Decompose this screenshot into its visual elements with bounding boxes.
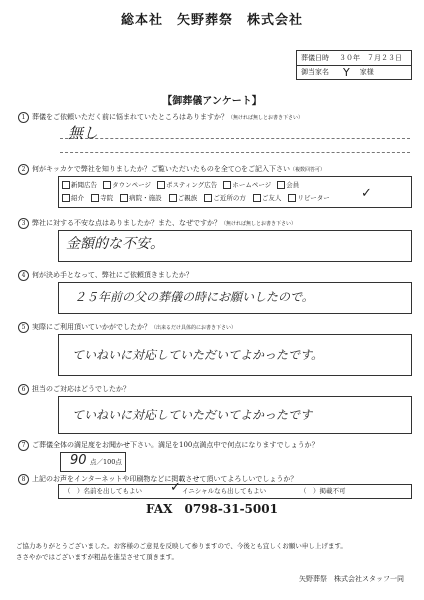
company-name: 総本社 矢野葬祭 株式会社 bbox=[120, 13, 303, 28]
option-newspaper[interactable]: 新聞広告 bbox=[62, 181, 97, 189]
checkbox-icon bbox=[253, 194, 261, 202]
question-number: 5 bbox=[18, 322, 29, 333]
question-3 bbox=[18, 218, 296, 229]
question-6 bbox=[18, 384, 130, 395]
funeral-date-label: 葬儀日時 bbox=[301, 53, 329, 62]
option-relatives[interactable]: ご親族 bbox=[169, 194, 198, 202]
checkbox-icon bbox=[157, 181, 165, 189]
option-posting[interactable]: ポスティング広告 bbox=[157, 181, 217, 189]
answer-4[interactable]: ２５年前の父の葬儀の時にお願いしたので。 bbox=[74, 290, 314, 304]
publish-option-initials[interactable]: イニシャルなら出してもよい bbox=[182, 487, 267, 495]
question-note: （無ければ無しとお書き下さい） bbox=[228, 115, 304, 121]
question-text: 葬儀をご依頼いただく前に悩まれていたところはありますか？ bbox=[32, 113, 228, 121]
question-text: 弊社に対する不安な点はありましたか？また、なぜですか？ bbox=[32, 219, 221, 227]
option-friends[interactable]: ご友人 bbox=[253, 194, 282, 202]
answer-1[interactable]: 無し bbox=[68, 124, 99, 142]
funeral-info-box bbox=[296, 50, 412, 80]
answer-3[interactable]: 金額的な不安。 bbox=[66, 236, 164, 252]
checkbox-icon bbox=[62, 194, 70, 202]
checkbox-icon bbox=[277, 181, 285, 189]
funeral-date-row bbox=[297, 51, 411, 65]
funeral-date-value: ３０年 ７月２３日 bbox=[339, 53, 402, 62]
answer-line bbox=[60, 152, 410, 153]
question-5 bbox=[18, 322, 236, 333]
option-homepage[interactable]: ホームページ bbox=[223, 181, 271, 189]
checkbox-icon bbox=[103, 181, 111, 189]
question-text: 何が決め手となって、弊社にご依頼頂きましたか？ bbox=[32, 271, 193, 279]
question-number: 1 bbox=[18, 112, 29, 123]
fax-number: FAX 0798-31-5001 bbox=[146, 502, 278, 516]
question-text: 何がキッカケで弊社を知りましたか？ご覧いただいたものを全て○をご記入下さい bbox=[32, 165, 290, 173]
question-number: 8 bbox=[18, 474, 29, 485]
score-value[interactable]: 90 bbox=[70, 453, 87, 468]
question-text: ご葬儀全体の満足度をお聞かせ下さい。満足を100点満点中で何点になりますでしょうか？ bbox=[32, 441, 319, 449]
question-number: 2 bbox=[18, 164, 29, 175]
score-unit: 点／100点 bbox=[90, 458, 122, 466]
checkbox-icon bbox=[62, 181, 70, 189]
thanks-line-2: ささやかではございますが粗品を進呈させて頂きます。 bbox=[16, 553, 178, 561]
question-text: 上記のお声をインターネットや印刷物などに掲載させて頂いてよろしいでしょうか？ bbox=[32, 475, 298, 483]
question-2 bbox=[18, 164, 325, 175]
family-suffix: 家様 bbox=[359, 68, 374, 77]
option-repeater[interactable]: リピーター bbox=[288, 194, 329, 202]
checkbox-icon bbox=[288, 194, 296, 202]
repeater-check-mark: ✓ bbox=[361, 186, 372, 201]
option-hospital[interactable]: 病院・施設 bbox=[120, 194, 162, 202]
publish-option-none[interactable]: （ ）掲載不可 bbox=[300, 487, 346, 495]
option-neighbors[interactable]: ご近所の方 bbox=[204, 194, 246, 202]
answer-5[interactable]: ていねいに対応していただいてよかったです。 bbox=[72, 348, 324, 362]
question-text: 担当のご対応はどうでしたか？ bbox=[32, 385, 130, 393]
option-townpage[interactable]: タウンページ bbox=[103, 181, 151, 189]
staff-signature: 矢野葬祭 株式会社スタッフ一同 bbox=[299, 575, 404, 583]
option-member[interactable]: 会員 bbox=[277, 181, 299, 189]
checkbox-icon bbox=[120, 194, 128, 202]
answer-6[interactable]: ていねいに対応していただいてよかったです bbox=[72, 408, 313, 422]
question-number: 7 bbox=[18, 440, 29, 451]
question-note: （無ければ無しとお書き下さい） bbox=[221, 221, 297, 227]
option-row-2 bbox=[62, 193, 330, 202]
option-temple[interactable]: 寺院 bbox=[91, 194, 113, 202]
initials-check-mark: ✓ bbox=[170, 480, 181, 495]
checkbox-icon bbox=[169, 194, 177, 202]
question-number: 3 bbox=[18, 218, 29, 229]
family-initial: Y bbox=[343, 65, 350, 79]
survey-title: 【御葬儀アンケート】 bbox=[162, 96, 262, 107]
question-note: （出来るだけ具体的にお書き下さい） bbox=[151, 325, 237, 331]
question-note: （複数回答可） bbox=[289, 167, 325, 173]
publish-option-name[interactable]: （ ）名前を出してもよい bbox=[64, 487, 142, 495]
checkbox-icon bbox=[204, 194, 212, 202]
answer-line bbox=[60, 138, 410, 139]
option-row-1 bbox=[62, 180, 299, 189]
question-7 bbox=[18, 440, 319, 451]
family-name-row bbox=[297, 65, 411, 80]
question-number: 4 bbox=[18, 270, 29, 281]
checkbox-icon bbox=[91, 194, 99, 202]
question-4 bbox=[18, 270, 193, 281]
option-referral[interactable]: 紹介 bbox=[62, 194, 84, 202]
question-text: 実際にご利用頂いていかがでしたか？ bbox=[32, 323, 151, 331]
checkbox-icon bbox=[223, 181, 231, 189]
question-1 bbox=[18, 112, 303, 123]
question-number: 6 bbox=[18, 384, 29, 395]
family-name-label: 御当家名 bbox=[301, 68, 329, 77]
thanks-line-1: ご協力ありがとうございました。お客様のご意見を反映して参りますので、今後とも宜しくお願い申し上げます。 bbox=[16, 542, 347, 550]
